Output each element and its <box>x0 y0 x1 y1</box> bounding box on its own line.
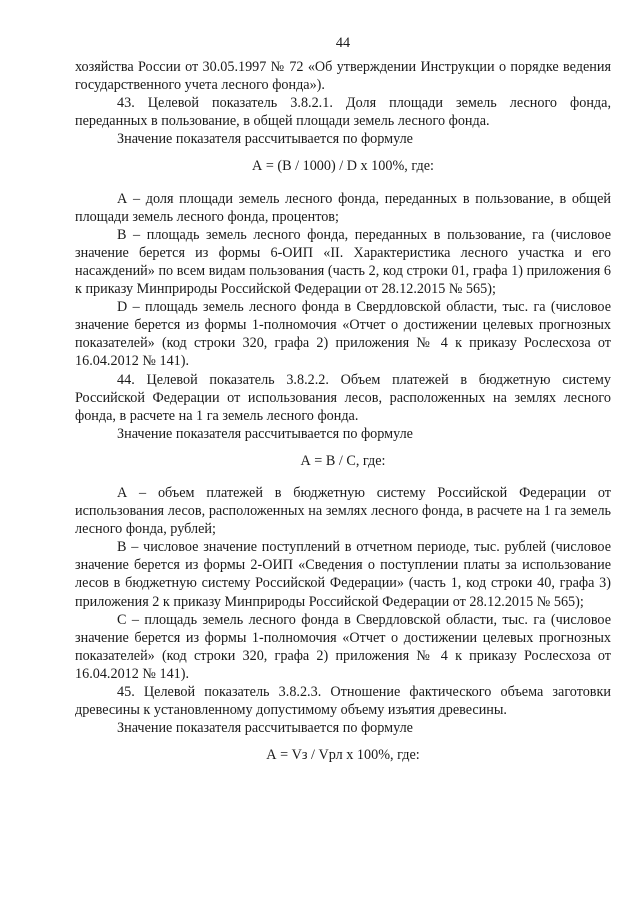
formula-2: А = В / С, где: <box>300 452 386 469</box>
paragraph-formula-intro: Значение показателя рассчитывается по формуле <box>117 425 413 442</box>
paragraph-formula-intro: Значение показателя рассчитывается по формуле <box>117 131 413 148</box>
paragraph-definition-a: А – доля площади земель лесного фонда, переданных в пользование, в общей площади земель лесного фонда, процентов; <box>75 190 611 225</box>
paragraph-item-45: 45. Целевой показатель 3.8.2.3. Отношение фактического объема заготовки древесины к установленному допустимому объему изъятия древесины. <box>75 684 611 719</box>
paragraph-formula-intro: Значение показателя рассчитывается по формуле <box>117 720 413 737</box>
formula-3: А = Vз / Vрл х 100%, где: <box>266 747 420 764</box>
paragraph-definition-d: D – площадь земель лесного фонда в Свердловской области, тыс. га (числовое значение берется из формы 1-полномочия «Отчет о достижении целевых прогнозных показателей» (код строки 320, графа 2) приложения № 4 к приказу Рослесхоза от 16.04.2012 № 141). <box>75 299 611 370</box>
paragraph-continuation: хозяйства России от 30.05.1997 № 72 «Об утверждении Инструкции о порядке ведения государственного учета лесного фонда»). <box>75 59 611 94</box>
page-number: 44 <box>335 35 351 51</box>
document-page <box>75 34 611 764</box>
paragraph-definition-b: В – площадь земель лесного фонда, переданных в пользование, га (числовое значение берется из формы 6-ОИП «II. Характеристика лесного участка и его насаждений» по всем видам пользования (часть 2, код строки 01, графа 1) приложения 6 к приказу Минприроды Российской Федерации от 28.12.2015 № 565); <box>75 226 611 298</box>
paragraph-definition-c: С – площадь земель лесного фонда в Свердловской области, тыс. га (числовое значение берется из формы 1-полномочия «Отчет о достижении целевых прогнозных показателей» (код строки 320, графа 2) приложения № 4 к приказу Рослесхоза от 16.04.2012 № 141). <box>75 611 611 682</box>
paragraph-item-43: 43. Целевой показатель 3.8.2.1. Доля площади земель лесного фонда, переданных в пользование, в общей площади земель лесного фонда. <box>75 95 611 130</box>
formula-1: А = (В / 1000) / D х 100%, где: <box>252 158 434 175</box>
paragraph-definition-a: А – объем платежей в бюджетную систему Российской Федерации от использования лесов, расположенных на землях лесного фонда, в расчете на 1 га земель лесного фонда, рублей; <box>75 484 611 538</box>
paragraph-item-44: 44. Целевой показатель 3.8.2.2. Объем платежей в бюджетную систему Российской Федерации от использования лесов, расположенных на землях лесного фонда, в расчете на 1 га земель лесного фонда. <box>75 371 611 424</box>
paragraph-definition-b: В – числовое значение поступлений в отчетном периоде, тыс. рублей (числовое значение берется из формы 2-ОИП «Сведения о поступлении платы за использование лесов в бюджетную систему Российской Федерации» (часть 1, код строки 40, графа 3) приложения 2 к приказу Минприроды Российской Федерации от 28.12.2015 № 565); <box>75 539 611 610</box>
